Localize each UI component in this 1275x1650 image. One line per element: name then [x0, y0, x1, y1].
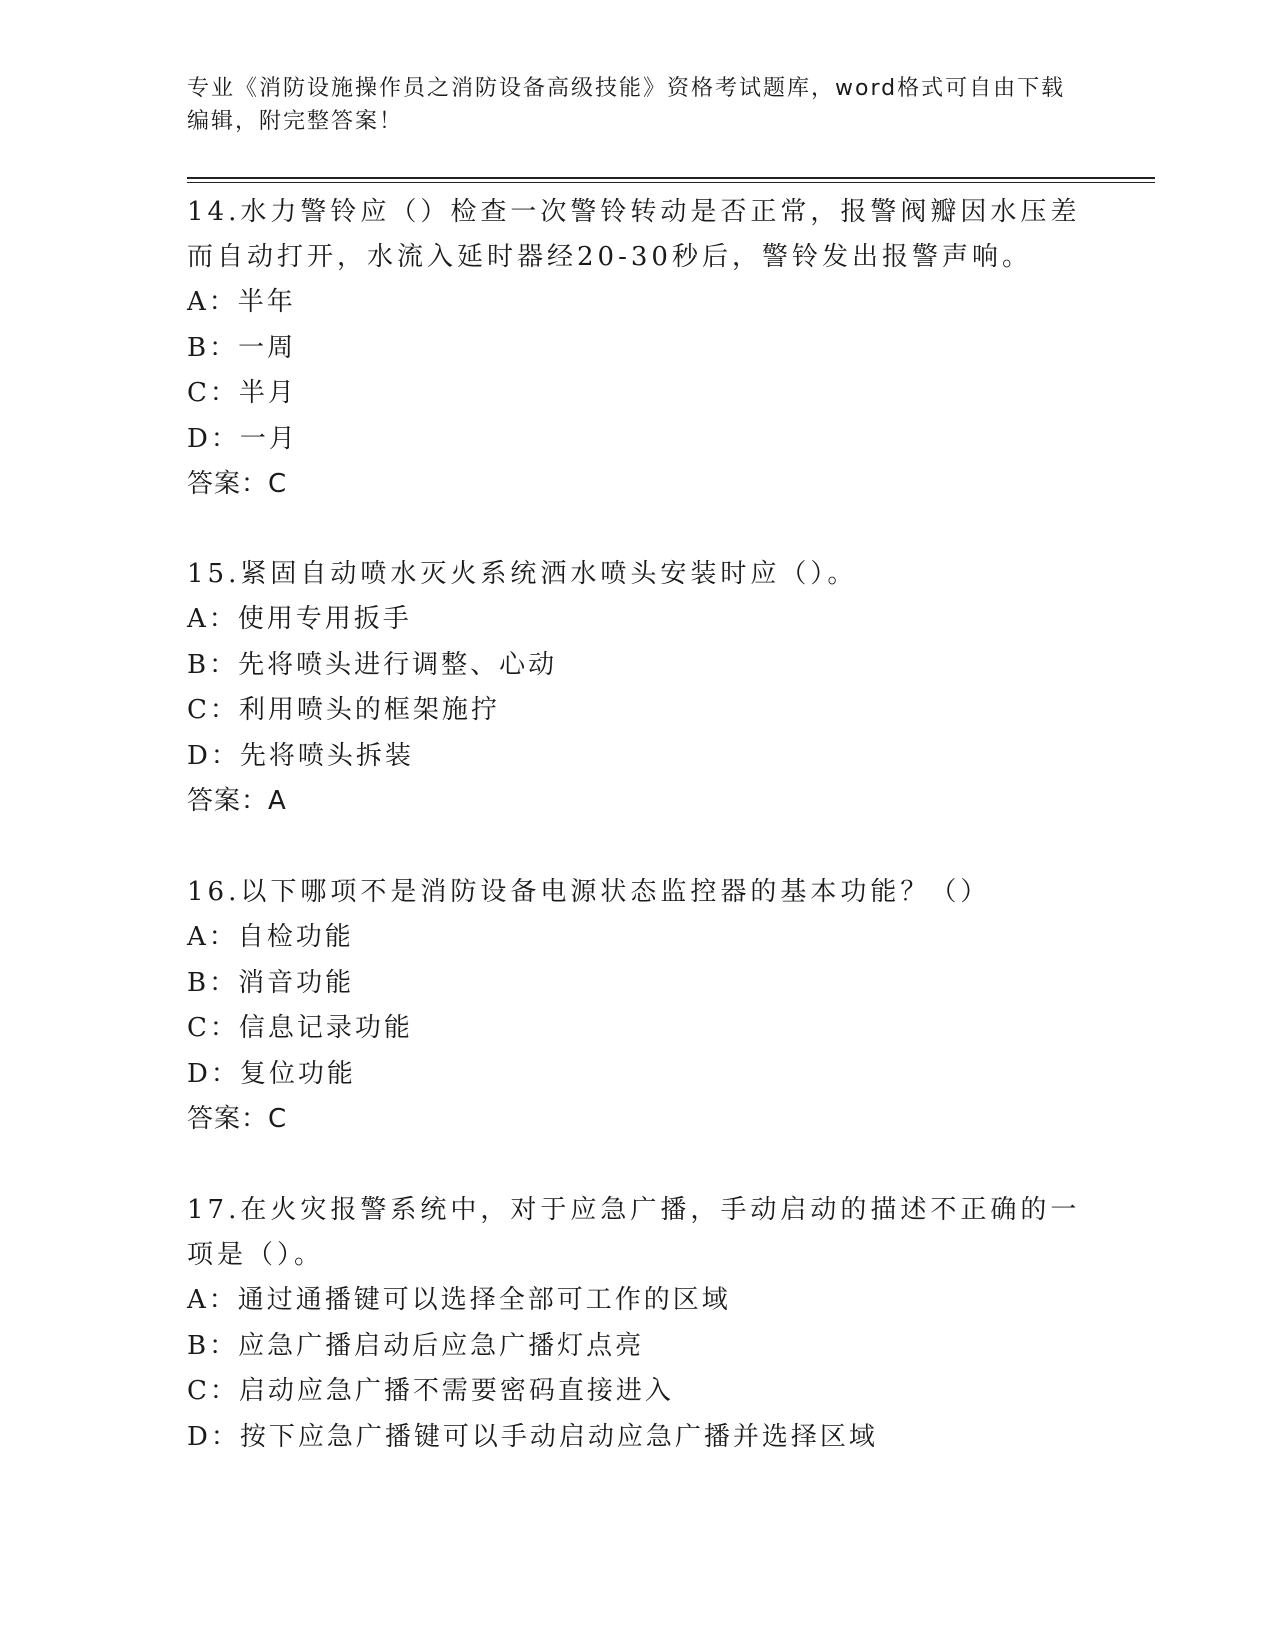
option-b: B：一周 — [187, 332, 297, 363]
option-d: D：先将喷头拆装 — [187, 740, 414, 771]
header-divider — [187, 177, 1155, 179]
answer: 答案：C — [187, 1104, 288, 1134]
question-17 — [187, 1188, 1087, 1460]
question-15 — [187, 552, 1087, 824]
option-a: A：自检功能 — [187, 922, 354, 952]
question-16 — [187, 870, 1087, 1142]
option-a: A：使用专用扳手 — [187, 604, 412, 634]
option-b: B：消音功能 — [187, 967, 355, 998]
option-a: A：半年 — [187, 287, 296, 317]
option-d: D：按下应急广播键可以手动启动应急广播并选择区域 — [187, 1421, 878, 1452]
question-14 — [187, 190, 1087, 507]
question-stem: 15.紧固自动喷水灭火系统洒水喷头安装时应（）。 — [187, 559, 858, 589]
option-c: C：信息记录功能 — [187, 1013, 413, 1043]
document-header: 专业《消防设施操作员之消防设备高级技能》资格考试题库，word格式可自由下载编辑，附完整答案！ — [187, 76, 1066, 134]
option-d: D：复位功能 — [187, 1058, 356, 1089]
option-b: B：先将喷头进行调整、心动 — [187, 649, 558, 680]
answer: 答案：C — [187, 469, 288, 499]
option-d: D：一月 — [187, 423, 298, 454]
answer: 答案：A — [187, 786, 287, 816]
question-stem: 16.以下哪项不是消防设备电源状态监控器的基本功能？（） — [187, 877, 991, 907]
option-a: A：通过通播键可以选择全部可工作的区域 — [187, 1285, 731, 1315]
question-stem: 14.水力警铃应（）检查一次警铃转动是否正常，报警阀瓣因水压差而自动打开，水流入延时器经20-30秒后，警铃发出报警声响。 — [187, 197, 1081, 272]
question-stem: 17.在火灾报警系统中，对于应急广播，手动启动的描述不正确的一项是（）。 — [187, 1195, 1081, 1270]
option-c: C：利用喷头的框架施拧 — [187, 695, 500, 725]
option-c: C：启动应急广播不需要密码直接进入 — [187, 1376, 674, 1406]
option-c: C：半月 — [187, 378, 297, 408]
header-divider-thin — [187, 182, 1155, 183]
option-b: B：应急广播启动后应急广播灯点亮 — [187, 1330, 645, 1361]
